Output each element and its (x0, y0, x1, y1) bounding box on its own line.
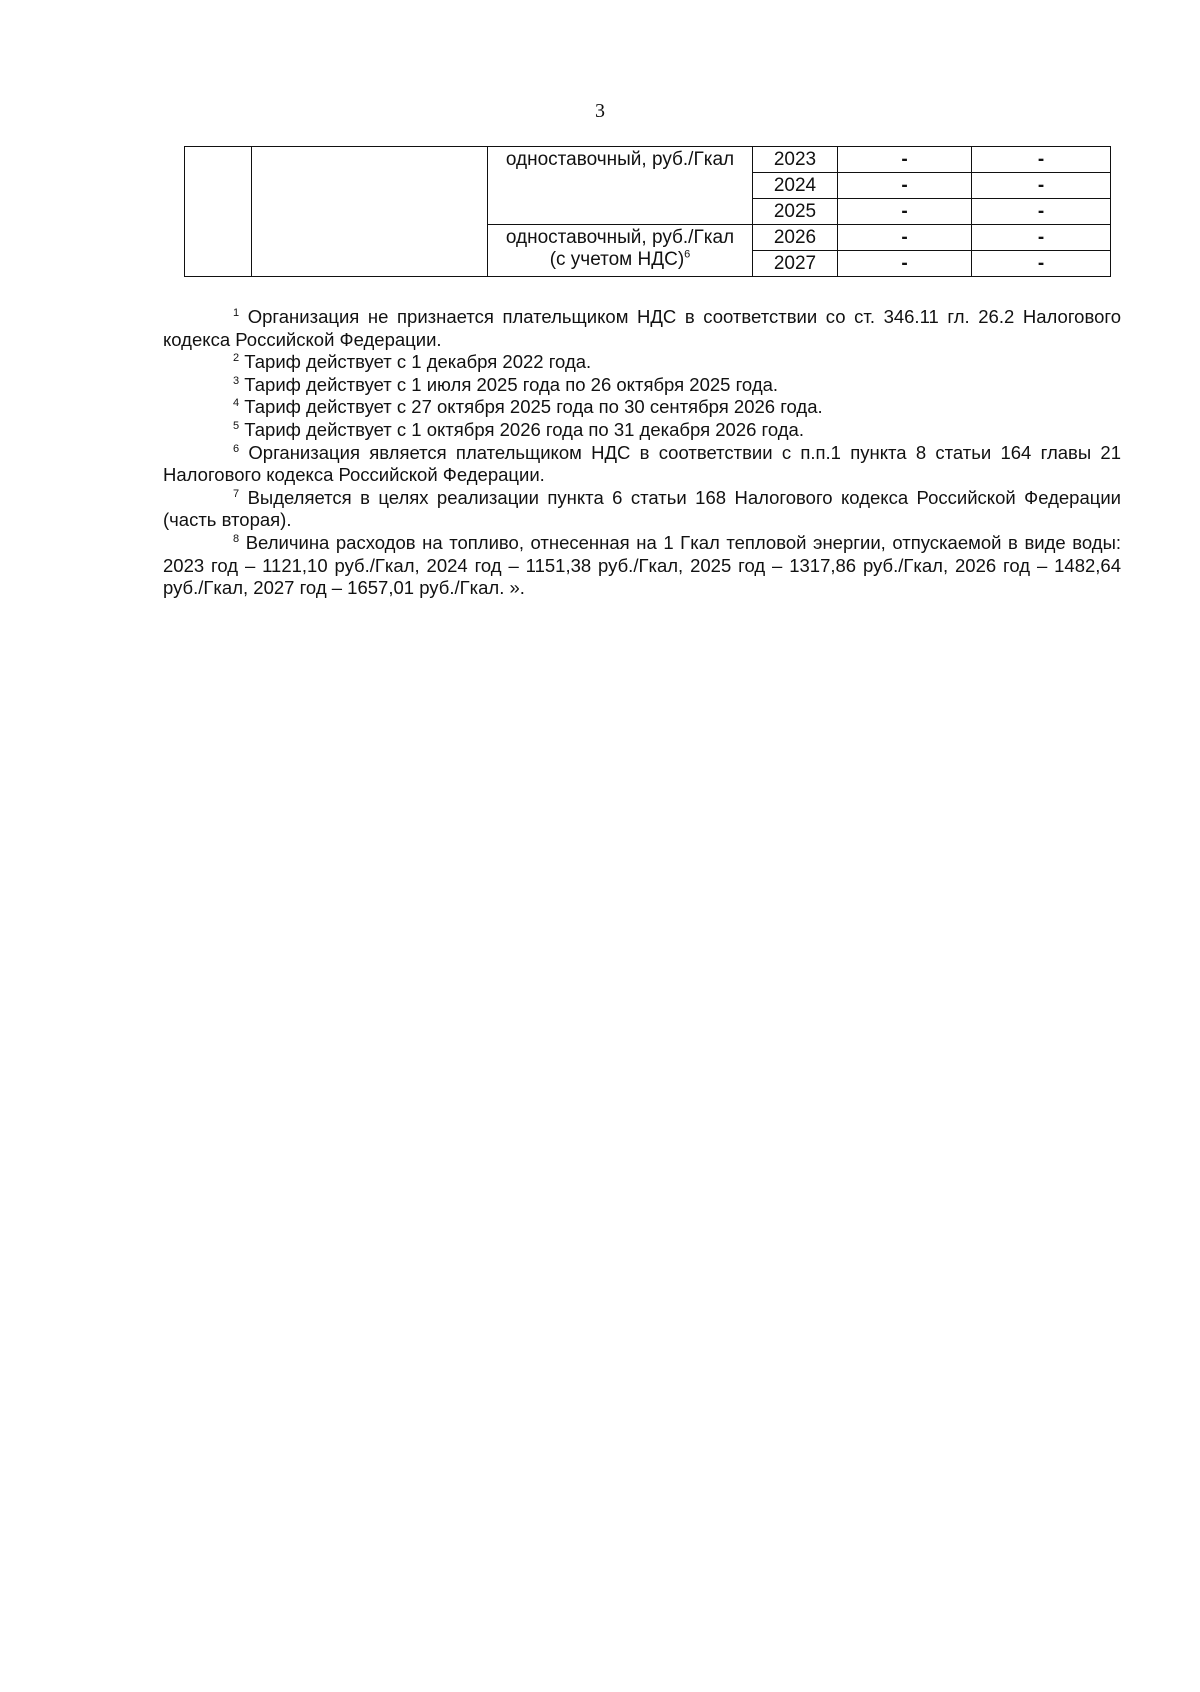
footnote-text: Тариф действует с 1 июля 2025 года по 26 октября 2025 года. (244, 373, 779, 395)
footnote (163, 396, 1121, 419)
value-cell: - (838, 199, 972, 225)
table-row (185, 147, 1111, 173)
footnote-number: 3 (233, 374, 240, 387)
year-cell: 2024 (753, 173, 838, 199)
footnote-text: Тариф действует с 27 октября 2025 года по 30 сентября 2026 года. (244, 396, 823, 418)
rate-type-cell (488, 147, 753, 225)
footnote-number: 1 (233, 306, 240, 319)
footnote-ref: 6 (684, 248, 691, 261)
rate-type-label: одноставочный, руб./Гкал (505, 227, 735, 248)
footnote-number: 5 (233, 419, 240, 432)
value-cell: - (972, 251, 1111, 277)
empty-cell (185, 147, 252, 277)
tariff-table (184, 146, 1111, 277)
footnote-number: 2 (233, 352, 240, 365)
footnote-number: 8 (233, 532, 240, 545)
value-cell: - (838, 251, 972, 277)
footnote-text: Тариф действует с 1 октября 2026 года по 31 декабря 2026 года. (244, 418, 804, 440)
year-cell: 2023 (753, 147, 838, 173)
value-cell: - (838, 225, 972, 251)
year-cell: 2026 (753, 225, 838, 251)
footnote (163, 419, 1121, 442)
value-cell: - (838, 147, 972, 173)
value-cell: - (972, 173, 1111, 199)
footnote (163, 442, 1121, 487)
value-cell: - (972, 199, 1111, 225)
rate-type-note: (с учетом НДС) (549, 249, 685, 270)
footnotes (163, 306, 1121, 600)
year-cell: 2027 (753, 251, 838, 277)
value-cell: - (838, 173, 972, 199)
empty-cell (252, 147, 488, 277)
footnote-text: Организация является плательщиком НДС в соответствии с п.п.1 пункта 8 статьи 164 главы 21 Налогового кодекса Российской Федерации. (163, 441, 1121, 486)
footnote-text: Выделяется в целях реализации пункта 6 статьи 168 Налогового кодекса Российской Федерации (часть вторая). (163, 486, 1122, 531)
rate-type-cell (488, 225, 753, 277)
footnote (163, 374, 1121, 397)
value-cell: - (972, 225, 1111, 251)
footnote-text: Тариф действует с 1 декабря 2022 года. (244, 351, 592, 373)
footnote-text: Организация не признается плательщиком НДС в соответствии со ст. 346.11 гл. 26.2 Налогового кодекса Российской Федерации. (163, 306, 1121, 350)
footnote (163, 532, 1121, 600)
footnote-number: 6 (233, 442, 240, 455)
year-cell: 2025 (753, 199, 838, 225)
footnote-number: 7 (233, 487, 240, 500)
footnote (163, 351, 1121, 374)
page-number: 3 (595, 100, 605, 122)
value-cell: - (972, 147, 1111, 173)
footnote (163, 487, 1121, 532)
footnote-text: Величина расходов на топливо, отнесенная на 1 Гкал тепловой энергии, отпускаемой в виде воды: 2023 год – 1121,10 руб./Гкал, 2024 год – 1151,38 руб./Гкал, 2025 год – 1317,86 руб./Гкал, 2026 год – 1482,64 руб./Гкал, 2027 год – 1657,01 руб./Гкал. ». (163, 531, 1121, 599)
rate-type-label: одноставочный, руб./Гкал (505, 149, 735, 170)
footnote-number: 4 (233, 397, 240, 410)
footnote (163, 306, 1121, 351)
